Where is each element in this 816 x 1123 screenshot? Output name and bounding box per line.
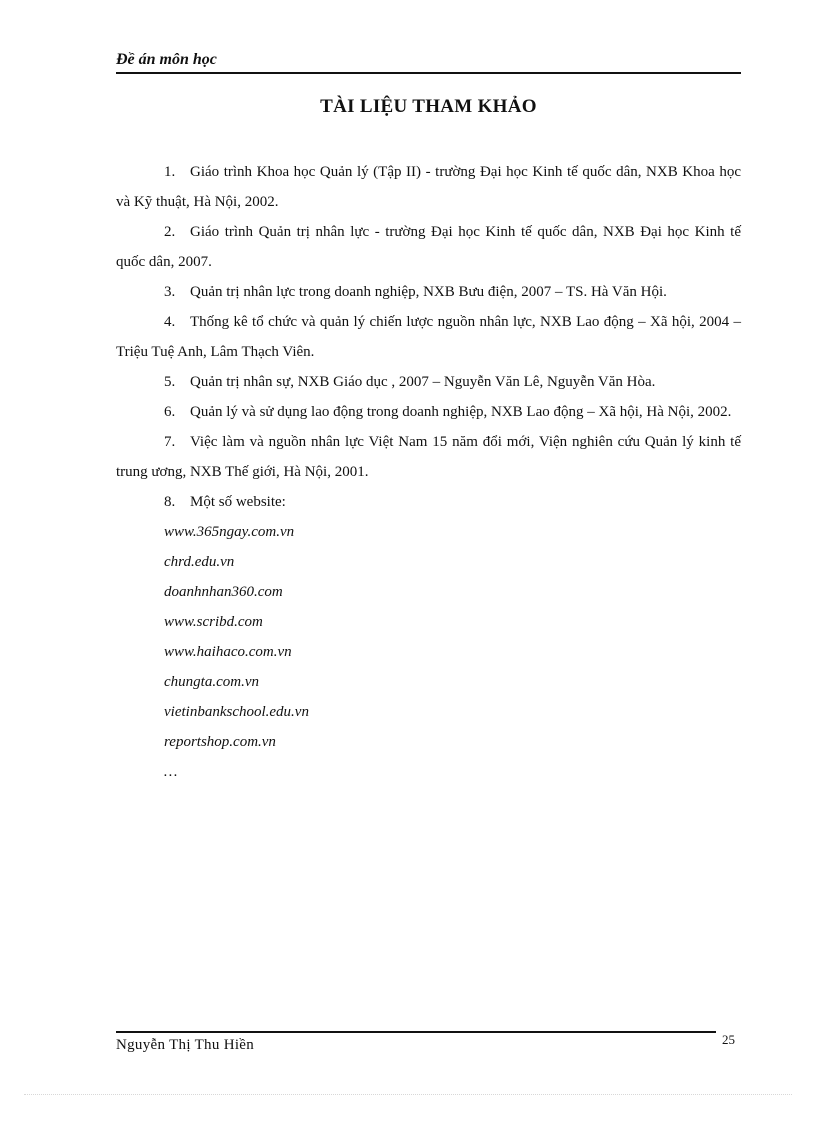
footer-rule [116,1031,716,1033]
reference-item [116,397,741,427]
reference-text: Giáo trình Quản trị nhân lực - trường Đại học Kinh tế quốc dân, NXB Đại học Kinh tế quốc dân, 2007. [116,224,741,270]
page-title: TÀI LIỆU THAM KHẢO [320,96,537,117]
website-ellipsis: … [164,764,178,780]
reference-number: 1. [164,164,176,180]
website-label-text: Một số website: [190,494,286,510]
header-title: Đề án môn học [116,51,217,68]
reference-text: Quản trị nhân sự, NXB Giáo dục , 2007 – Nguyễn Văn Lê, Nguyễn Văn Hòa. [190,374,656,390]
reference-number: 8. [164,494,176,510]
reference-list [116,157,741,787]
reference-number: 2. [164,224,176,240]
website-item: vietinbankschool.edu.vn [164,704,309,720]
reference-number: 7. [164,434,176,450]
reference-text: Thống kê tổ chức và quản lý chiến lược nguồn nhân lực, NXB Lao động – Xã hội, 2004 – Triệu Tuệ Anh, Lâm Thạch Viên. [116,314,741,360]
website-item: www.365ngay.com.vn [164,524,295,540]
website-item: www.haihaco.com.vn [164,644,292,660]
reference-number: 3. [164,284,176,300]
reference-item [116,217,741,277]
website-item: doanhnhan360.com [164,584,283,600]
reference-item [116,277,741,307]
page-number: 25 [722,1032,735,1047]
reference-text: Quản trị nhân lực trong doanh nghiệp, NXB Bưu điện, 2007 – TS. Hà Văn Hội. [190,284,667,300]
website-list-label [116,487,741,517]
page-bottom-divider [24,1094,792,1095]
reference-number: 4. [164,314,176,330]
reference-text: Giáo trình Khoa học Quản lý (Tập II) - trường Đại học Kinh tế quốc dân, NXB Khoa học và Kỹ thuật, Hà Nội, 2002. [116,164,741,210]
reference-text: Quản lý và sử dụng lao động trong doanh nghiệp, NXB Lao động – Xã hội, Hà Nội, 2002. [190,404,732,420]
reference-item [116,367,741,397]
website-item: chungta.com.vn [164,674,259,690]
reference-item [116,157,741,217]
reference-text: Việc làm và nguồn nhân lực Việt Nam 15 năm đổi mới, Viện nghiên cứu Quản lý kinh tế trung ương, NXB Thế giới, Hà Nội, 2001. [116,434,741,480]
website-item: chrd.edu.vn [164,554,235,570]
reference-number: 6. [164,404,176,420]
footer-author: Nguyễn Thị Thu Hiền [116,1037,255,1053]
reference-item [116,427,741,487]
website-item: www.scribd.com [164,614,263,630]
page-header [116,50,741,74]
reference-item [116,307,741,367]
website-item: reportshop.com.vn [164,734,276,750]
reference-number: 5. [164,374,176,390]
